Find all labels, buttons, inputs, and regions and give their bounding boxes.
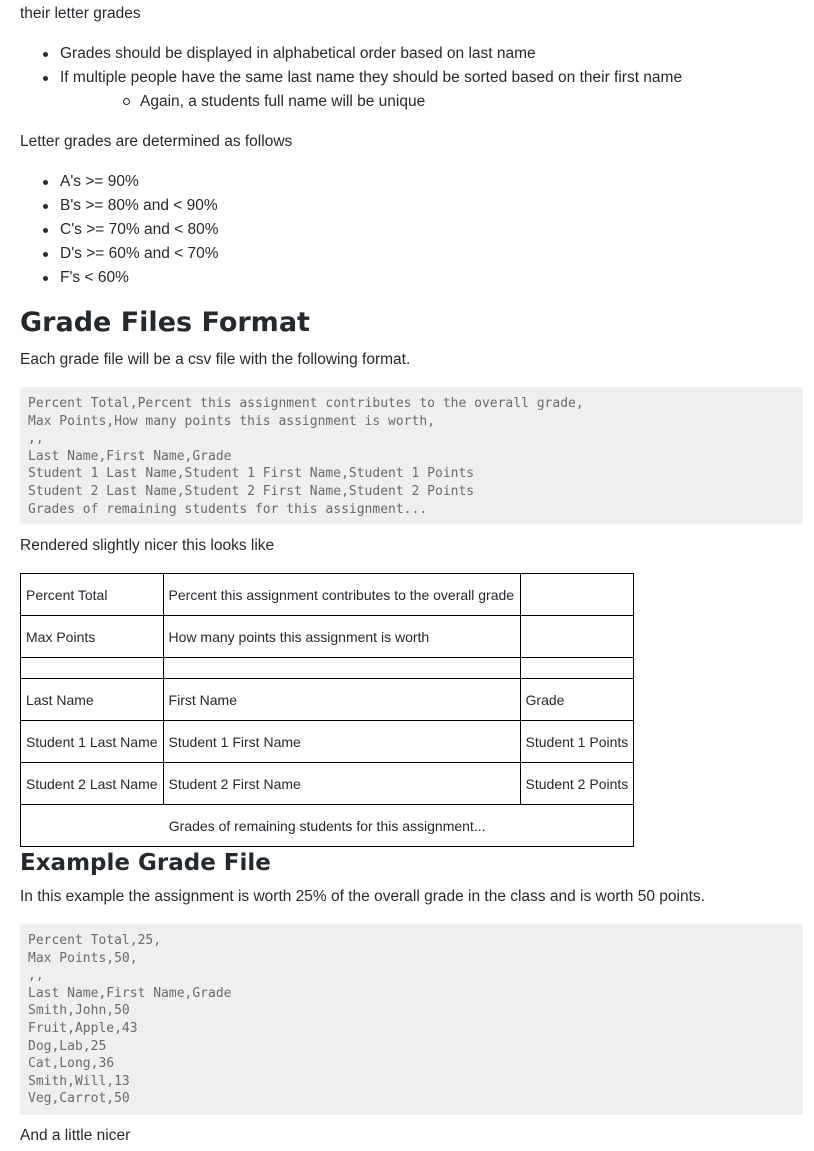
list-item xyxy=(20,218,219,242)
table-row xyxy=(21,616,634,658)
list-item xyxy=(20,42,682,66)
example-description: In this example the assignment is worth 25% of the overall grade in the class and is worth 50 points. xyxy=(20,888,705,905)
table-row xyxy=(21,721,634,763)
format-table xyxy=(20,573,634,847)
table-cell: Student 2 First Name xyxy=(163,763,520,805)
table-cell: Student 2 Points xyxy=(520,763,634,805)
letter-grades-intro: Letter grades are determined as follows xyxy=(20,133,293,150)
table-footer-cell: Grades of remaining students for this assignment... xyxy=(21,805,634,847)
sub-list-item xyxy=(100,90,682,114)
table-cell: Student 1 First Name xyxy=(163,721,520,763)
grade-a: A's >= 90% xyxy=(60,173,139,190)
table-cell: Max Points xyxy=(21,616,164,658)
table-row xyxy=(21,574,634,616)
table-cell: Last Name xyxy=(21,679,164,721)
list-item-text: Grades should be displayed in alphabetical order based on last name xyxy=(60,45,536,62)
table-cell xyxy=(520,616,634,658)
format-description: Each grade file will be a csv file with the following format. xyxy=(20,351,411,368)
sub-list-item-text: Again, a students full name will be unique xyxy=(140,93,426,110)
table-cell xyxy=(163,658,520,679)
list-item xyxy=(20,66,682,114)
example-code-block: Percent Total,25, Max Points,50, ,, Last Name,First Name,Grade Smith,John,50 Fruit,Apple,43 Dog,Lab,25 Cat,Long,36 Smith,Will,13 Veg,Carrot,50 xyxy=(20,924,803,1115)
table-row xyxy=(21,679,634,721)
list-item-text: If multiple people have the same last name they should be sorted based on their first name xyxy=(60,69,683,86)
after-label: And a little nicer xyxy=(20,1127,131,1144)
table-row xyxy=(21,763,634,805)
example-grade-file-heading: Example Grade File xyxy=(20,850,271,876)
rendered-label: Rendered slightly nicer this looks like xyxy=(20,537,275,554)
table-cell: Student 1 Points xyxy=(520,721,634,763)
list-item xyxy=(20,194,219,218)
table-cell: Student 2 Last Name xyxy=(21,763,164,805)
table-cell xyxy=(520,574,634,616)
table-cell xyxy=(21,658,164,679)
table-cell: Student 1 Last Name xyxy=(21,721,164,763)
table-row xyxy=(21,658,634,679)
grade-b: B's >= 80% and < 90% xyxy=(60,197,218,214)
list-item xyxy=(20,266,219,290)
grade-d: D's >= 60% and < 70% xyxy=(60,245,219,262)
table-cell: Percent Total xyxy=(21,574,164,616)
format-code-block: Percent Total,Percent this assignment contributes to the overall grade, Max Points,How many points this assignment is worth, ,, Last Name,First Name,Grade Student 1 Last Name,Student 1 First Name,Student 1 Points Student 2 Last Name,Student 2 First Name,Student 2 Points Grades of remaining students for this assignment... xyxy=(20,387,803,524)
intro-text: their letter grades xyxy=(20,5,141,22)
table-cell: Percent this assignment contributes to the overall grade xyxy=(163,574,520,616)
grade-c: C's >= 70% and < 80% xyxy=(60,221,219,238)
table-cell: First Name xyxy=(163,679,520,721)
grade-f: F's < 60% xyxy=(60,269,129,286)
sort-rules-list xyxy=(20,42,682,114)
table-cell: Grade xyxy=(520,679,634,721)
letter-grades-list xyxy=(20,170,219,290)
sort-rules-sublist xyxy=(60,90,682,114)
list-item xyxy=(20,170,219,194)
table-cell: How many points this assignment is worth xyxy=(163,616,520,658)
grade-files-format-heading: Grade Files Format xyxy=(20,307,310,338)
list-item xyxy=(20,242,219,266)
table-row xyxy=(21,805,634,847)
table-cell xyxy=(520,658,634,679)
